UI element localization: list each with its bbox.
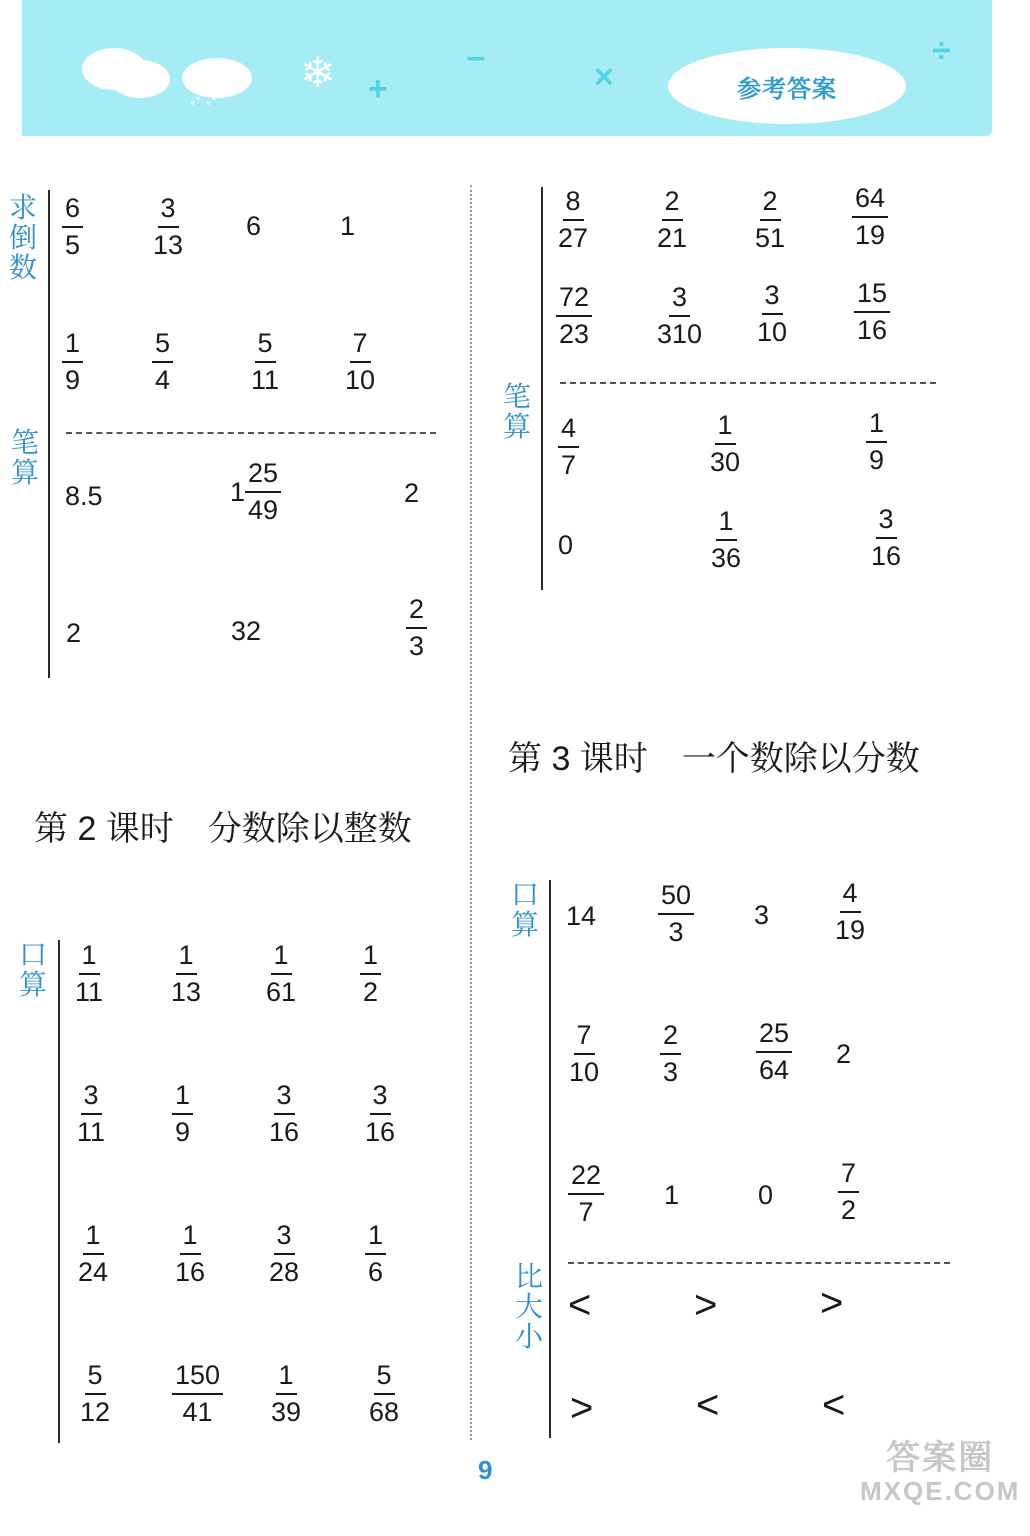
section-label-reciprocal: 求倒数 [8,192,37,283]
fraction: $\frac{1}{11}$ [75,940,104,1007]
value: 32 [231,616,262,646]
fraction: $\frac{6}{5}$ [62,195,83,259]
fraction: $\frac{5}{11}$ [251,328,280,395]
compare-sign: < [696,1383,720,1427]
page-number: 9 [478,1455,493,1485]
times-icon: × [594,58,614,96]
compare-sign: < [568,1283,592,1327]
fraction: $\frac{3}{13}$ [153,193,184,260]
rain-drops-icon: ⋰⋰ [190,91,222,108]
fraction: $\frac{150}{41}$ [172,1362,223,1426]
fraction: $\frac{1}{16}$ [175,1220,206,1287]
fraction: $\frac{72}{23}$ [556,284,592,348]
fraction: $\frac{1}{39}$ [271,1360,302,1427]
right-top-vertical-line [541,187,543,590]
fraction: $\frac{2}{21}$ [657,186,688,253]
header-banner [22,0,992,136]
value: 6 [246,211,262,241]
value: 2 [836,1039,852,1069]
left-top-vertical-line [48,190,50,678]
fraction: $\frac{1}{30}$ [710,410,741,477]
cloud-icon-part [110,60,170,98]
fraction: $\frac{3}{16}$ [269,1080,300,1147]
right-top-dashed-divider [560,382,936,384]
fraction: $\frac{1}{13}$ [171,940,202,1007]
fraction: $\frac{3}{11}$ [77,1080,106,1147]
fraction: $\frac{3}{28}$ [269,1220,300,1287]
fraction: $\frac{1}{2}$ [360,942,381,1006]
mixed-number [230,460,281,524]
snowflake-icon: ❄ [300,49,336,96]
watermark-line-1: 答案圈 [886,1439,995,1477]
value: 3 [754,900,770,930]
watermark [860,1440,1020,1506]
section-label-compare: 比大小 [514,1261,543,1352]
answer-key-title: 参考答案 [668,48,906,124]
value: 1 [340,211,356,241]
compare-sign: > [820,1281,844,1325]
plus-icon: + [368,70,388,108]
fraction: $\frac{15}{16}$ [854,280,890,344]
section-label-oral-right: 口算 [510,879,539,940]
fraction: $\frac{7}{10}$ [569,1020,600,1087]
lesson-3-title: 第 3 课时 一个数除以分数 [508,740,920,778]
fraction: $\frac{7}{2}$ [838,1160,859,1224]
minus-icon: − [466,40,486,78]
fraction: $\frac{25}{49}$ [245,460,281,524]
fraction: $\frac{4}{19}$ [835,878,866,945]
value: 14 [566,901,597,931]
section-label-written-right: 笔算 [502,381,531,442]
left-bottom-vertical-line [58,940,60,1443]
right-bottom-vertical-line [549,880,551,1438]
fraction: $\frac{2}{51}$ [755,186,786,253]
fraction: $\frac{1}{9}$ [866,410,887,474]
right-bottom-dashed-divider [568,1262,950,1264]
fraction: $\frac{5}{68}$ [369,1360,400,1427]
value: 2 [404,478,420,508]
compare-sign: > [694,1283,718,1327]
fraction: $\frac{2}{3}$ [660,1022,681,1086]
fraction: $\frac{1}{6}$ [365,1222,386,1286]
fraction: $\frac{2}{3}$ [406,596,427,660]
column-divider [470,185,472,1440]
value: 0 [558,530,574,560]
fraction: $\frac{3}{16}$ [871,504,902,571]
fraction: $\frac{1}{24}$ [78,1220,109,1287]
fraction: $\frac{1}{9}$ [172,1082,193,1146]
compare-sign: > [570,1386,594,1430]
fraction: $\frac{1}{9}$ [62,330,83,394]
value: 2 [66,618,82,648]
lesson-2-title: 第 2 课时 分数除以整数 [34,810,412,848]
value: 0 [758,1180,774,1210]
fraction: $\frac{5}{4}$ [152,330,173,394]
left-top-dashed-divider [66,432,436,434]
fraction: $\frac{64}{19}$ [852,185,888,249]
fraction: $\frac{1}{36}$ [711,506,742,573]
fraction: $\frac{8}{27}$ [558,186,589,253]
fraction: $\frac{25}{64}$ [756,1020,792,1084]
value: 1 [664,1180,680,1210]
whole-part: 1 [230,476,246,507]
watermark-line-2: MXQE.COM [860,1476,1021,1507]
section-label-written: 笔算 [10,427,39,488]
fraction: $\frac{4}{7}$ [558,415,579,479]
fraction: $\frac{7}{10}$ [345,328,376,395]
fraction: $\frac{22}{7}$ [568,1162,604,1226]
compare-sign: < [822,1383,846,1427]
fraction: $\frac{3}{310}$ [657,282,703,349]
fraction: $\frac{3}{16}$ [365,1080,396,1147]
divide-icon: ÷ [932,32,951,70]
fraction: $\frac{5}{12}$ [80,1360,111,1427]
section-label-oral: 口算 [18,939,47,1000]
fraction: $\frac{50}{3}$ [658,882,694,946]
fraction: $\frac{3}{10}$ [757,280,788,347]
value: 8.5 [65,481,103,511]
fraction: $\frac{1}{61}$ [266,940,297,1007]
